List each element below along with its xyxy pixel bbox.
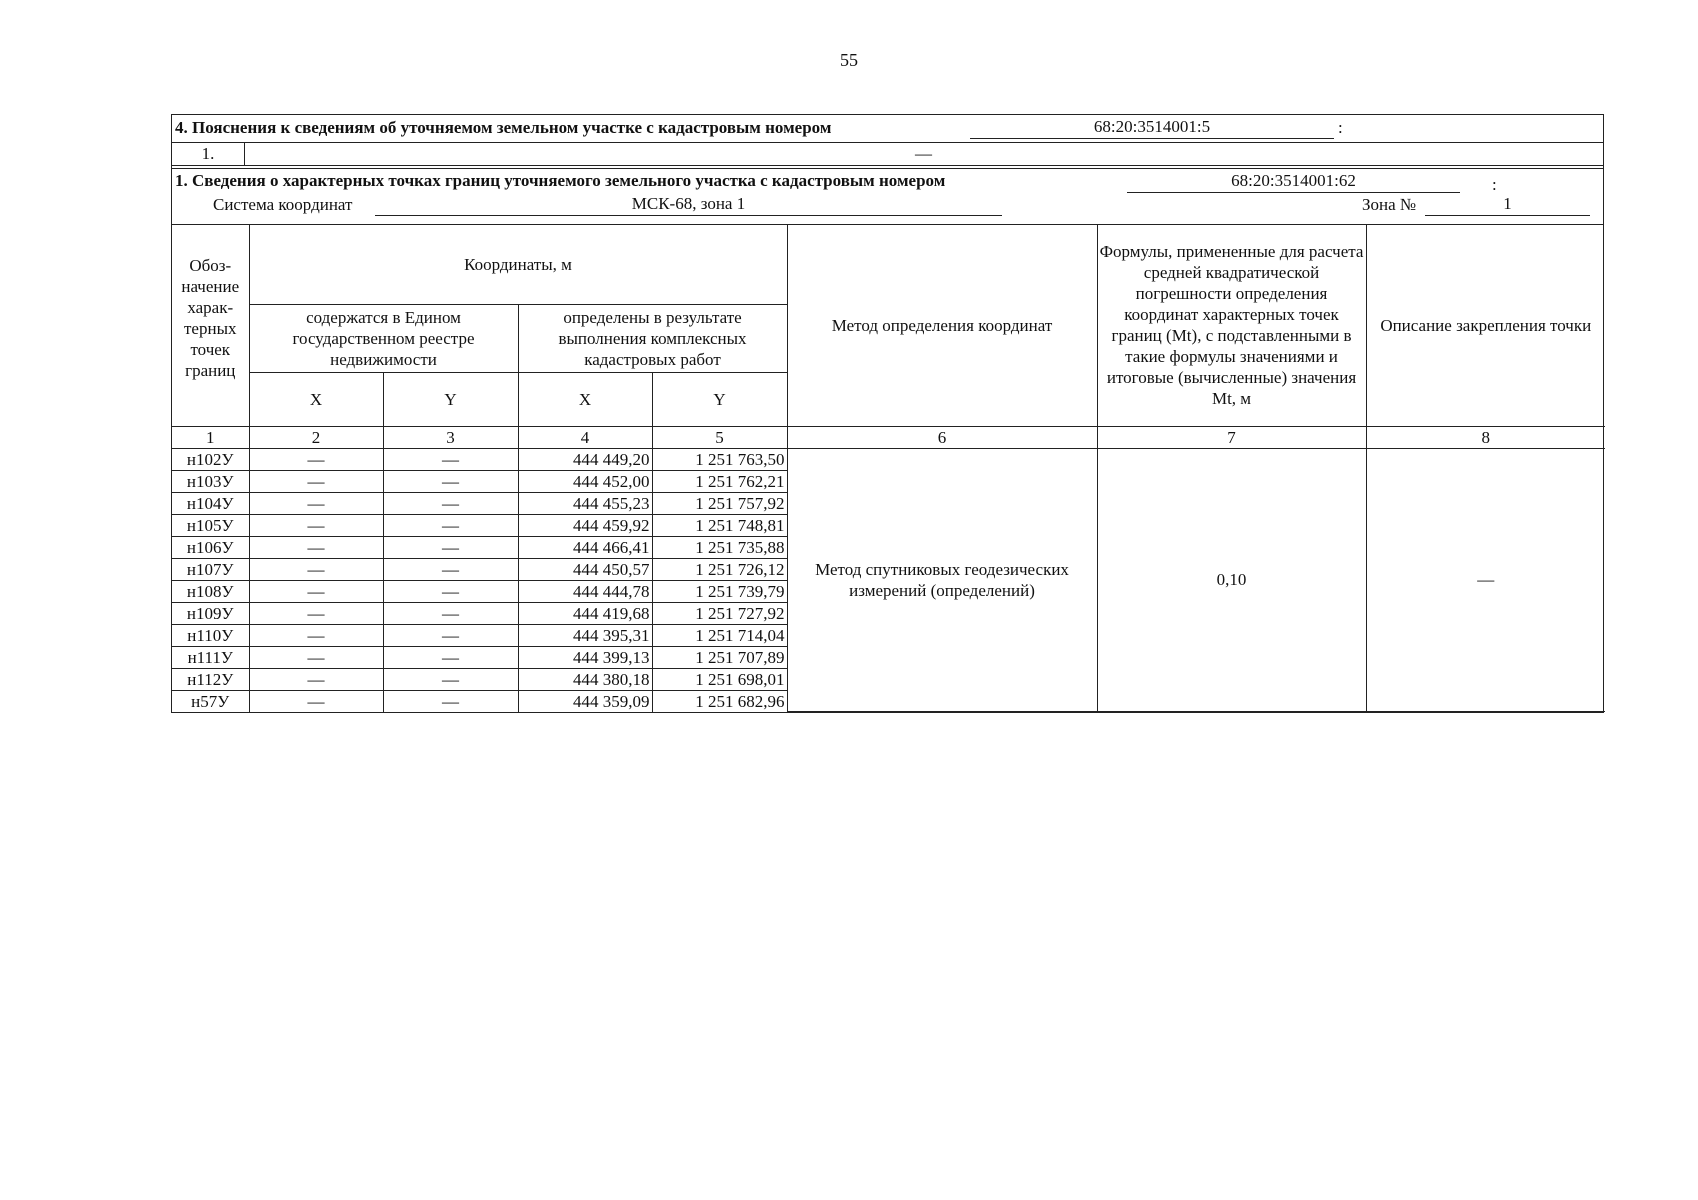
complex-y-cell: 1 251 763,50: [652, 448, 787, 470]
header-coordinates: Координаты, м: [249, 225, 787, 304]
complex-y-cell: 1 251 748,81: [652, 514, 787, 536]
header-description: Описание закрепления точки: [1366, 225, 1605, 426]
egrn-y-cell: —: [383, 646, 518, 668]
header-complex-x: X: [518, 372, 652, 426]
boundary-points-table: [172, 225, 1605, 712]
complex-x-cell: 444 399,13: [518, 646, 652, 668]
header-point-designation: Обоз-начение харак-терных точек границ: [172, 225, 249, 426]
complex-y-cell: 1 251 682,96: [652, 690, 787, 712]
egrn-y-cell: —: [383, 580, 518, 602]
section4-colon: :: [1338, 118, 1343, 137]
section1-title: 1. Сведения о характерных точках границ уточняемого земельного участка с кадастровым номером: [175, 171, 946, 190]
complex-y-cell: 1 251 726,12: [652, 558, 787, 580]
point-designation-cell: н110У: [172, 624, 249, 646]
egrn-x-cell: —: [249, 492, 383, 514]
header-egrn: содержатся в Едином государственном реестре недвижимости: [249, 304, 518, 372]
point-designation-cell: н105У: [172, 514, 249, 536]
method-cell: Метод спутниковых геодезических измерений (определений): [787, 448, 1097, 712]
egrn-y-cell: —: [383, 470, 518, 492]
header-egrn-y: Y: [383, 372, 518, 426]
complex-x-cell: 444 450,57: [518, 558, 652, 580]
egrn-y-cell: —: [383, 514, 518, 536]
egrn-y-cell: —: [383, 690, 518, 712]
point-designation-cell: н107У: [172, 558, 249, 580]
complex-x-cell: 444 444,78: [518, 580, 652, 602]
zone-value: 1: [1425, 194, 1590, 216]
page-number: 55: [840, 50, 858, 70]
column-number: 5: [652, 426, 787, 448]
egrn-y-cell: —: [383, 668, 518, 690]
egrn-x-cell: —: [249, 580, 383, 602]
point-designation-cell: н104У: [172, 492, 249, 514]
egrn-x-cell: —: [249, 690, 383, 712]
header-method: Метод определения координат: [787, 225, 1097, 426]
complex-y-cell: 1 251 735,88: [652, 536, 787, 558]
egrn-x-cell: —: [249, 448, 383, 470]
complex-y-cell: 1 251 757,92: [652, 492, 787, 514]
section1-cadastral-number: 68:20:3514001:62: [1127, 171, 1460, 193]
complex-x-cell: 444 466,41: [518, 536, 652, 558]
section1-header: [172, 169, 1603, 225]
egrn-x-cell: —: [249, 514, 383, 536]
point-designation-cell: н112У: [172, 668, 249, 690]
header-complex-y: Y: [652, 372, 787, 426]
complex-y-cell: 1 251 739,79: [652, 580, 787, 602]
column-number: 7: [1097, 426, 1366, 448]
header-egrn-x: X: [249, 372, 383, 426]
point-designation-cell: н109У: [172, 602, 249, 624]
egrn-y-cell: —: [383, 536, 518, 558]
coord-system-label: Система координат: [213, 195, 353, 214]
column-numbers-row: [172, 426, 1605, 448]
point-designation-cell: н102У: [172, 448, 249, 470]
egrn-x-cell: —: [249, 470, 383, 492]
point-designation-cell: н111У: [172, 646, 249, 668]
column-number: 2: [249, 426, 383, 448]
mt-value-cell: 0,10: [1097, 448, 1366, 712]
complex-x-cell: 444 455,23: [518, 492, 652, 514]
section4-header: [172, 115, 1603, 143]
complex-y-cell: 1 251 698,01: [652, 668, 787, 690]
complex-y-cell: 1 251 707,89: [652, 646, 787, 668]
complex-x-cell: 444 359,09: [518, 690, 652, 712]
egrn-x-cell: —: [249, 602, 383, 624]
complex-x-cell: 444 449,20: [518, 448, 652, 470]
section4-row-number: 1.: [172, 143, 245, 165]
complex-y-cell: 1 251 727,92: [652, 602, 787, 624]
section4-row-value: —: [915, 144, 932, 163]
zone-label: Зона №: [1362, 195, 1417, 214]
description-cell: —: [1366, 448, 1605, 712]
point-designation-cell: н106У: [172, 536, 249, 558]
egrn-x-cell: —: [249, 624, 383, 646]
egrn-y-cell: —: [383, 558, 518, 580]
complex-x-cell: 444 459,92: [518, 514, 652, 536]
coord-system-value: МСК-68, зона 1: [375, 194, 1002, 216]
complex-y-cell: 1 251 762,21: [652, 470, 787, 492]
egrn-y-cell: —: [383, 624, 518, 646]
egrn-y-cell: —: [383, 448, 518, 470]
point-designation-cell: н57У: [172, 690, 249, 712]
complex-x-cell: 444 380,18: [518, 668, 652, 690]
document-sheet: [171, 114, 1604, 713]
column-number: 4: [518, 426, 652, 448]
section4-cadastral-number: 68:20:3514001:5: [970, 117, 1334, 139]
section4-title: 4. Пояснения к сведениям об уточняемом земельном участке с кадастровым номером: [175, 118, 832, 137]
header-formulas: Формулы, примененные для расчета средней квадратической погрешности определения координат характерных точек границ (Mt), с подставленными в такие формулы значениями и итоговые (вычисленные) значения Mt, м: [1097, 225, 1366, 426]
complex-x-cell: 444 452,00: [518, 470, 652, 492]
egrn-x-cell: —: [249, 536, 383, 558]
column-number: 3: [383, 426, 518, 448]
section4-row: [172, 143, 1603, 169]
section1-colon: :: [1492, 175, 1497, 194]
complex-x-cell: 444 419,68: [518, 602, 652, 624]
complex-x-cell: 444 395,31: [518, 624, 652, 646]
complex-y-cell: 1 251 714,04: [652, 624, 787, 646]
egrn-x-cell: —: [249, 558, 383, 580]
egrn-y-cell: —: [383, 602, 518, 624]
egrn-x-cell: —: [249, 646, 383, 668]
header-complex-works: определены в результате выполнения комплексных кадастровых работ: [518, 304, 787, 372]
point-designation-cell: н108У: [172, 580, 249, 602]
table-row: [172, 448, 1605, 470]
column-number: 1: [172, 426, 249, 448]
egrn-y-cell: —: [383, 492, 518, 514]
egrn-x-cell: —: [249, 668, 383, 690]
point-designation-cell: н103У: [172, 470, 249, 492]
column-number: 8: [1366, 426, 1605, 448]
column-number: 6: [787, 426, 1097, 448]
